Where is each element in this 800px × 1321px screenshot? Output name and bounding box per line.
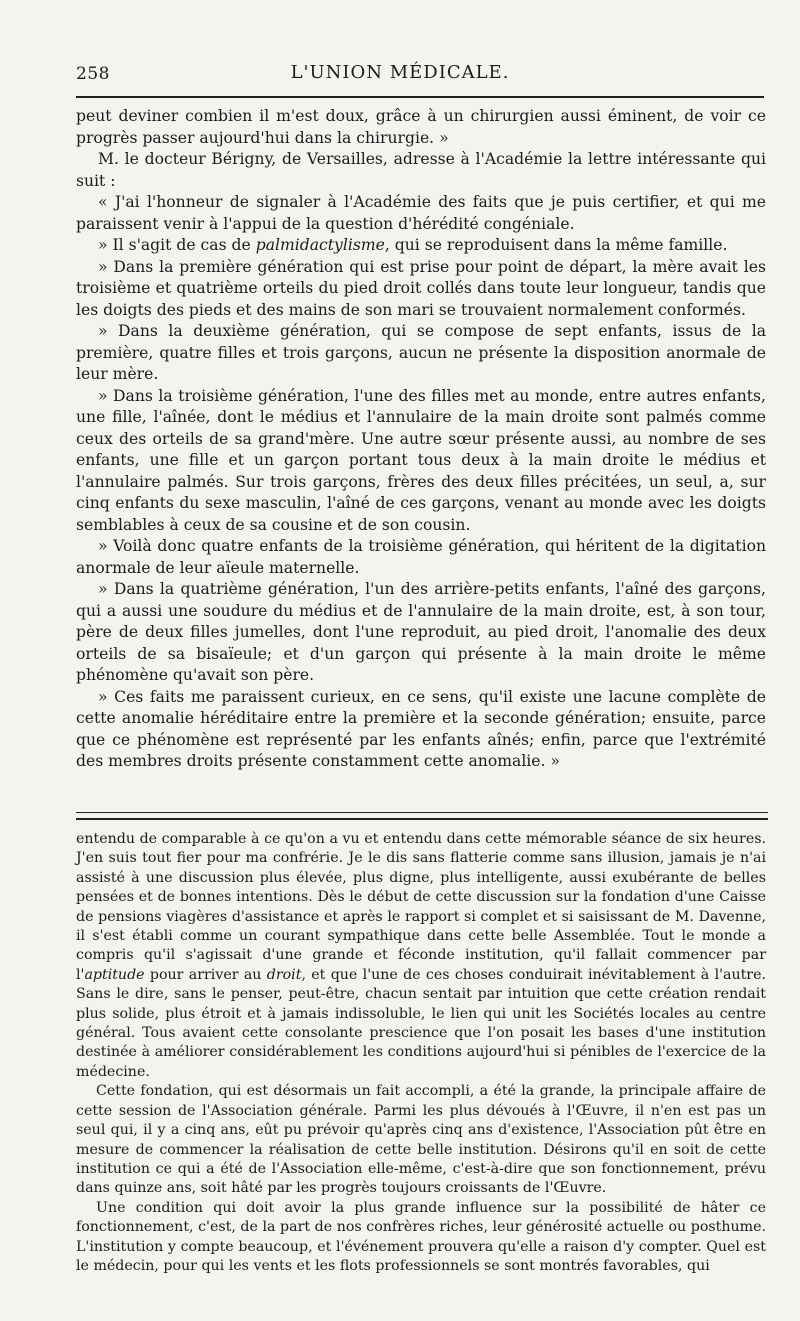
text-run: entendu de comparable à ce qu'on a vu et entendu dans cette mémorable séance de six heures. J'en suis tout fier pour ma confrérie. Je le dis sans flatterie comme sans illusion, jamais je n'ai assisté à une discussion plus élevée, plus digne, plus intelligente, aussi exubérante de belles pensées et de bonnes intentions. Dès le début de cette discussion sur la fondation d'une Caisse de pensions viagères d'assistance et après le rapport si complet et si saisissant de M. Davenne, il s'est établi comme un courant sympathique dans cette belle Assemblée. Tout le monde a compris qu'il s'agissait d'une grande et féconde institution, qu'il fallait commencer par l' (76, 831, 766, 983)
paragraph (76, 830, 766, 1082)
text-run: , qui se reproduisent dans la même famille. (384, 236, 728, 254)
paragraph: Cette fondation, qui est désormais un fait accompli, a été la grande, la principale affaire de cette session de l'Association générale. Parmi les plus dévoués à l'Œuvre, il n'en est pas un seul qui, il y a cinq ans, eût pu prévoir qu'après cinq ans d'existence, l'Association pût être en mesure de commencer la réalisation de cette belle institution. Désirons qu'il en soit de cette institution ce qui a été de l'Association elle-même, c'est-à-dire que son fonctionnement, prévu dans quinze ans, soit hâté par les progrès toujours croissants de l'Œuvre. (76, 1083, 766, 1197)
page-number: 258 (76, 64, 110, 84)
italic-term: aptitude (84, 966, 145, 983)
paragraph: » Dans la première génération qui est prise pour point de départ, la mère avait les troisième et quatrième orteils du pied droit collés dans toute leur longueur, tandis que les doigts des pieds et des mains de son mari se trouvaient normalement conformés. (76, 257, 766, 319)
text-run: pour arriver au (144, 966, 267, 983)
text-run: , et que l'une de ces choses conduirait inévitablement à l'autre. Sans le dire, sans le penser, peut-être, chacun sentait par intuition que cette création rendait plus solide, plus étroit et à jamais indissoluble, le lien qui unit les Sociétés locales au centre général. Tous avaient cette consolante prescience que l'on posait les bases d'une institution destinée à améliorer considérablement les conditions aujourd'hui si pénibles de l'exercice de la médecine. (76, 966, 766, 1080)
italic-term: palmidactylisme (255, 236, 385, 254)
paragraph: » Ces faits me paraissent curieux, en ce sens, qu'il existe une lacune complète de cette anomalie héréditaire entre la première et la seconde génération; ensuite, parce que ce phénomène est représenté par les enfants aînés; enfin, parce que l'extrémité des membres droits présente constamment cette anomalie. » (76, 687, 766, 770)
paragraph: » Voilà donc quatre enfants de la troisième génération, qui héritent de la digitation anormale de leur aïeule maternelle. (76, 537, 766, 577)
italic-term: droit (266, 966, 302, 983)
paragraph: « J'ai l'honneur de signaler à l'Académie des faits que je puis certifier, et qui me paraissent venir à l'appui de la question d'hérédité congéniale. (76, 193, 766, 233)
paragraph: peut deviner combien il m'est doux, grâce à un chirurgien aussi éminent, de voir ce progrès passer aujourd'hui dans la chirurgie. » (76, 107, 766, 147)
paragraph: » Dans la troisième génération, l'une des filles met au monde, entre autres enfants, une fille, l'aînée, dont le médius et l'annulaire de la main droite sont palmés comme ceux des orteils de sa grand'mère. Une autre sœur présente aussi, au nombre de ses enfants, une fille et un garçon portant tous deux à la main droite le médius et l'annulaire palmés. Sur trois garçons, frères des deux filles précitées, un seul, a, sur cinq enfants du sexe masculin, l'aîné de ces garçons, venant au monde avec les doigts semblables à ceux de sa cousine et de son cousin. (76, 386, 766, 534)
upper-text-column (76, 106, 766, 773)
text-run: » Il s'agit de cas de (98, 236, 256, 254)
lower-text-column (76, 830, 766, 1276)
feuilleton-divider (76, 812, 768, 820)
paragraph: M. le docteur Bérigny, de Versailles, adresse à l'Académie la lettre intéressante qui suit : (76, 150, 766, 190)
running-title: L'UNION MÉDICALE. (290, 62, 510, 83)
header-rule (76, 96, 764, 98)
paragraph: » Dans la quatrième génération, l'un des arrière-petits enfants, l'aîné des garçons, qui a aussi une soudure du médius et de l'annulaire de la main droite, est, à son tour, père de deux filles jumelles, dont l'une reproduit, au pied droit, l'anomalie des deux orteils de sa bisaïeule; et d'un garçon qui présente à la main droite le même phénomène qu'avait son père. (76, 580, 766, 684)
paragraph: » Dans la deuxième génération, qui se compose de sept enfants, issus de la première, quatre filles et trois garçons, aucun ne présente la disposition anormale de leur mère. (76, 322, 766, 383)
paragraph: Une condition qui doit avoir la plus grande influence sur la possibilité de hâter ce fonctionnement, c'est, de la part de nos confrères riches, leur générosité actuelle ou posthume. L'institution y compte beaucoup, et l'événement prouvera qu'elle a raison d'y compter. Quel est le médecin, pour qui les vents et les flots professionnels se sont montrés favorables, qui (76, 1199, 766, 1274)
paragraph (76, 235, 766, 257)
